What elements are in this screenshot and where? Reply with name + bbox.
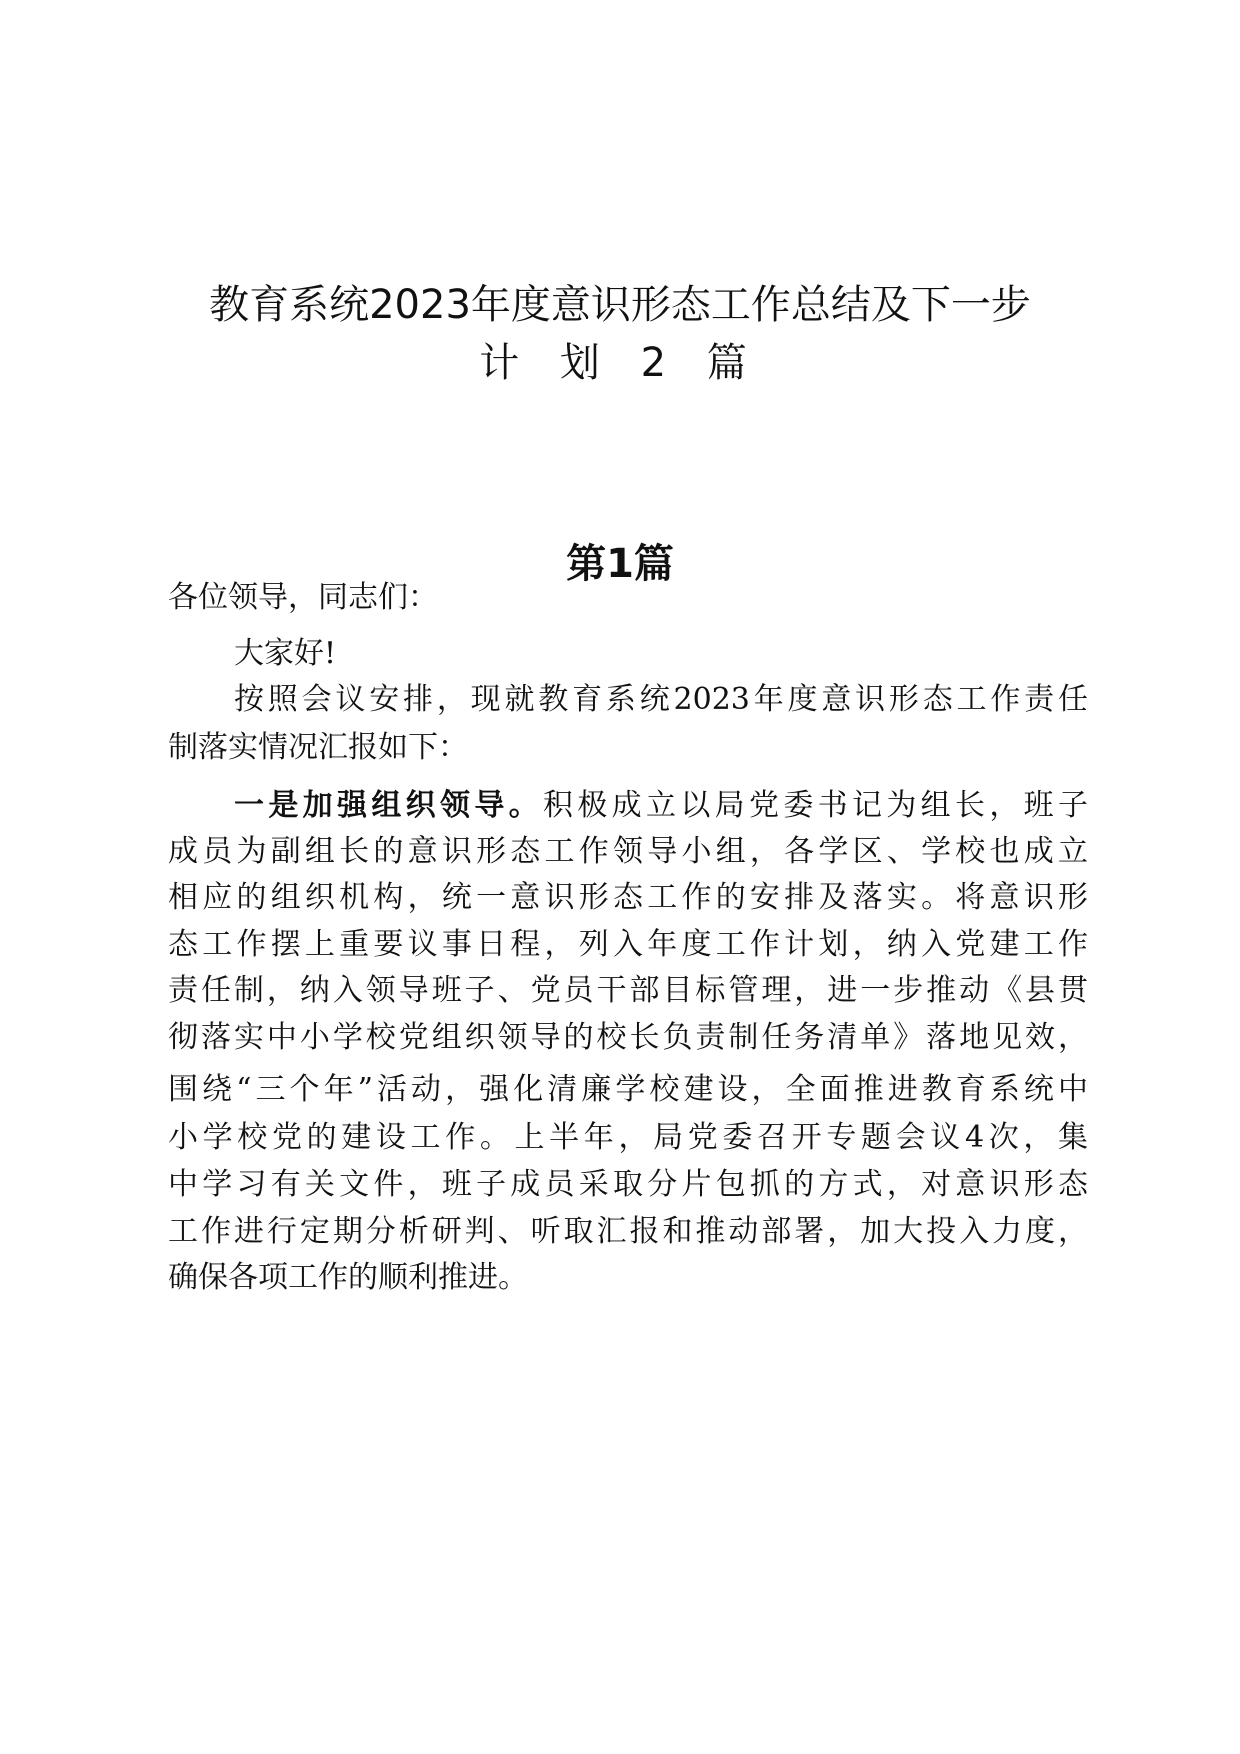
- point1-first-line: [234, 780, 1088, 824]
- greeting: 大家好!: [234, 636, 337, 671]
- intro-line-2: 制落实情况汇报如下：: [168, 730, 468, 765]
- point1-line: 工作进行定期分析研判、听取汇报和推动部署，加大投入力度，: [168, 1214, 1088, 1249]
- point1-line-0: 积极成立以局党委书记为组长，班子: [543, 788, 1088, 823]
- point1-line: 态工作摆上重要议事日程，列入年度工作计划，纳入党建工作: [168, 927, 1088, 962]
- point1-heading: 一是加强组织领导。: [234, 788, 543, 823]
- document-title-line-1: 教育系统2023年度意识形态工作总结及下一步: [209, 282, 1031, 328]
- salutation: 各位领导，同志们：: [168, 580, 438, 615]
- point1-line: 中学习有关文件，班子成员采取分片包抓的方式，对意识形态: [168, 1167, 1088, 1202]
- point1-line: 小学校党的建设工作。上半年，局党委召开专题会议4次，集: [168, 1120, 1088, 1155]
- document-title-line-2: 计 划 2 篇: [479, 340, 761, 386]
- point1-line: 围绕“三个年”活动，强化清廉学校建设，全面推进教育系统中: [168, 1072, 1088, 1107]
- point1-line: 责任制，纳入领导班子、党员干部目标管理，进一步推动《县贯: [168, 973, 1088, 1008]
- point1-line: 成员为副组长的意识形态工作领导小组，各学区、学校也成立: [168, 834, 1088, 869]
- point1-line: 相应的组织机构，统一意识形态工作的安排及落实。将意识形: [168, 880, 1088, 915]
- point1-line: 彻落实中小学校党组织领导的校长负责制任务清单》落地见效，: [168, 1020, 1088, 1055]
- section-heading: 第1篇: [566, 541, 674, 587]
- intro-line-1: 按照会议安排，现就教育系统2023年度意识形态工作责任: [234, 682, 1088, 717]
- point1-line: 确保各项工作的顺利推进。: [168, 1260, 528, 1295]
